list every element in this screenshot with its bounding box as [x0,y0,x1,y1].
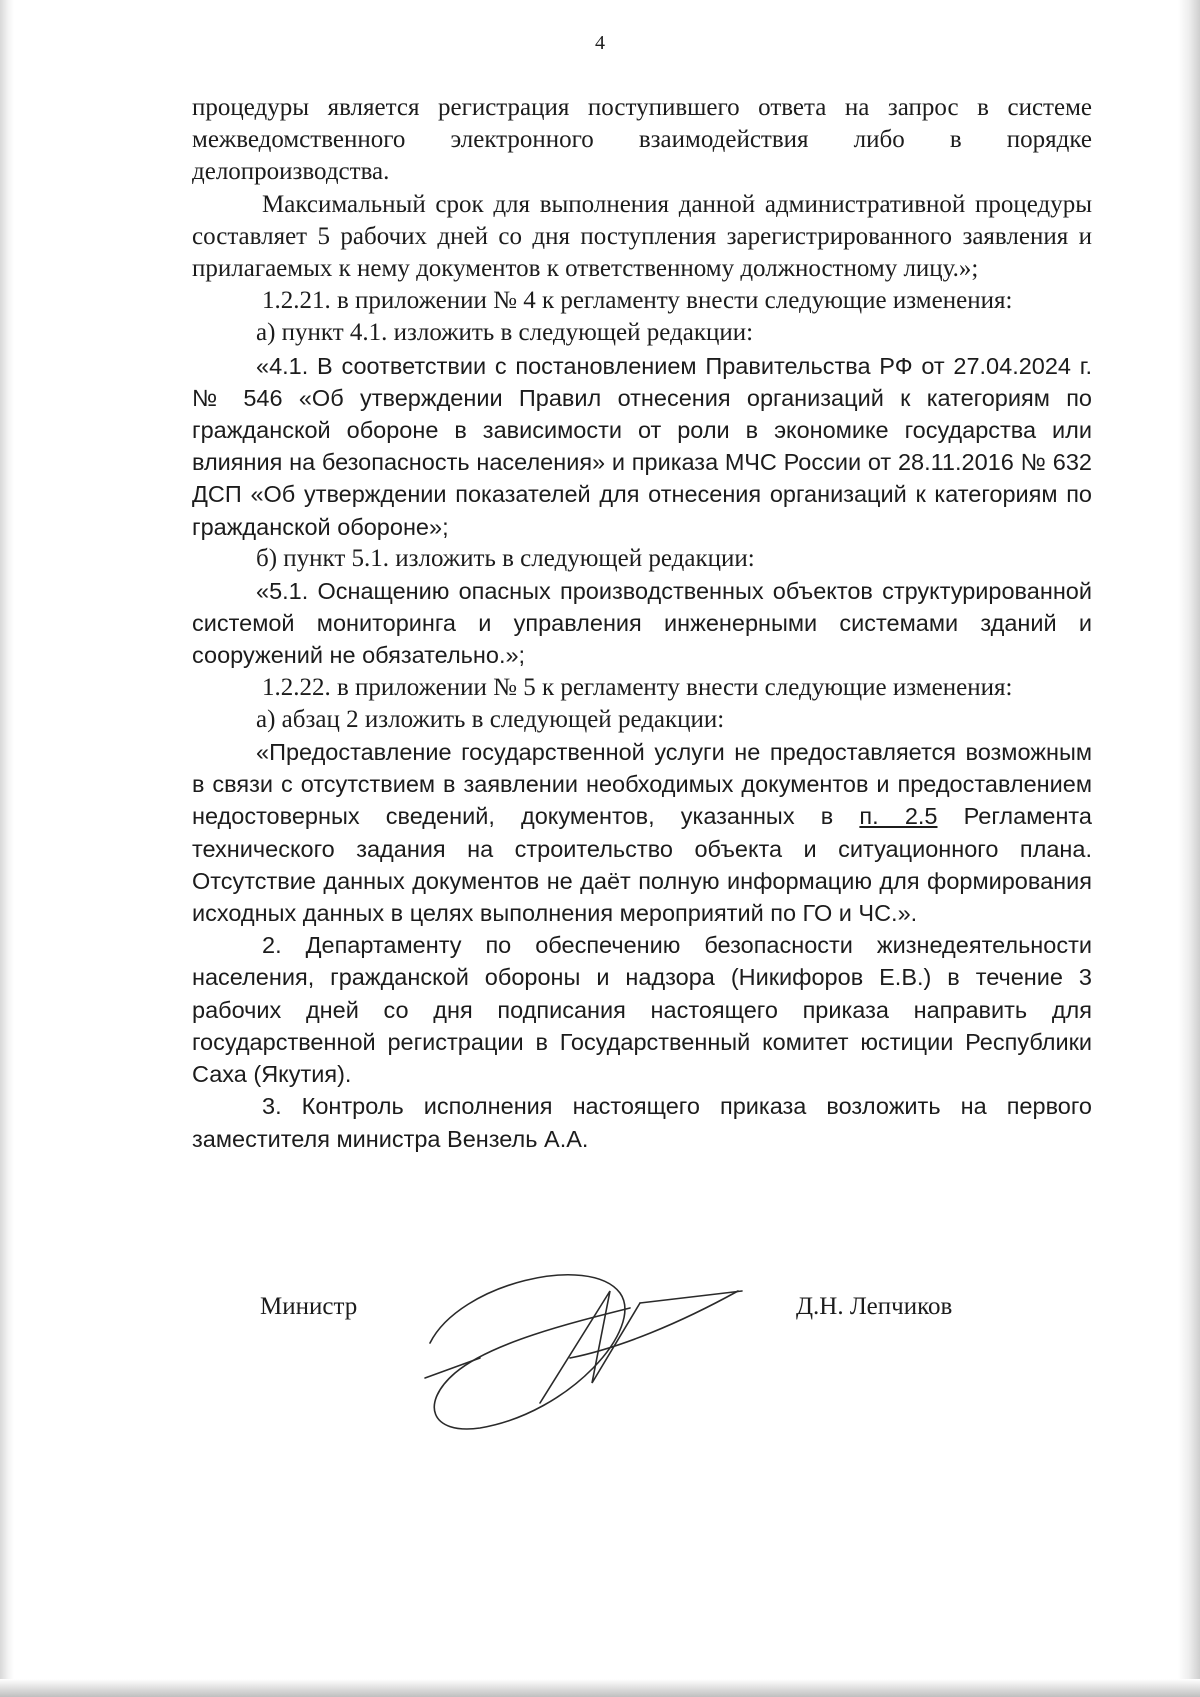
scan-edge-bottom [0,1679,1200,1697]
paragraph: а) абзац 2 изложить в следующей редакции: [256,705,725,733]
document-body [192,92,1092,1155]
paragraph: «4.1. В соответствии с постановлением Правительства РФ от 27.04.2024 г. № 546 «Об утверждении Правил отнесения организаций к категориям по гражданской обороне в зависимости от роли в экономике государства или влияния на безопасность населения» и приказа МЧС России от 28.11.2016 № 632 ДСП «Об утверждении показателей для отнесения организаций к категориям по гражданской обороне»; [192,352,1092,540]
paragraph-text: «Предоставление государственной услуги не предоставляется возможным в связи с отсутствием в заявлении необходимых документов и предоставлением недостоверных сведений, документов, указанных в [192,739,1092,830]
paragraph: 3. Контроль исполнения настоящего приказа возложить на первого заместителя министра Вензель А.А. [192,1093,1092,1152]
handwritten-signature [420,1263,820,1463]
signer-role: Министр [260,1293,358,1320]
signature-block [0,1293,1200,1453]
page-number: 4 [595,32,605,54]
paragraph [192,736,1092,929]
paragraph: «5.1. Оснащению опасных производственных объектов структурированной системой мониторинга и управления инженерными системами зданий и сооружений не обязательно.»; [192,578,1092,669]
paragraph: а) пункт 4.1. изложить в следующей редакции: [256,319,754,347]
regulation-link[interactable]: п. 2.5 [859,803,938,830]
signer-name: Д.Н. Лепчиков [796,1293,953,1320]
paragraph: б) пункт 5.1. изложить в следующей редакции: [256,544,755,572]
paragraph: процедуры является регистрация поступившего ответа на запрос в системе межведомственного электронного взаимодействия либо в порядке делопроизводства. [192,94,1092,186]
paragraph-text: Регламента технического задания на строительство объекта и ситуационного плана. Отсутствие данных документов не даёт полную информацию для формирования исходных данных в целях выполнения мероприятий по ГО и ЧС.». [192,803,1092,927]
paragraph: 1.2.22. в приложении № 5 к регламенту внести следующие изменения: [262,673,1013,701]
paragraph: Максимальный срок для выполнения данной административной процедуры составляет 5 рабочих дней со дня поступления зарегистрированного заявления и прилагаемых к нему документов к ответственному должностному лицу.»; [192,190,1092,283]
paragraph: 2. Департаменту по обеспечению безопасности жизнедеятельности населения, гражданской обороны и надзора (Никифоров Е.В.) в течение 3 рабочих дней со дня подписания настоящего приказа направить для государственной регистрации в Государственный комитет юстиции Республики Саха (Якутия). [192,932,1092,1088]
paragraph: 1.2.21. в приложении № 4 к регламенту внести следующие изменения: [262,287,1013,315]
